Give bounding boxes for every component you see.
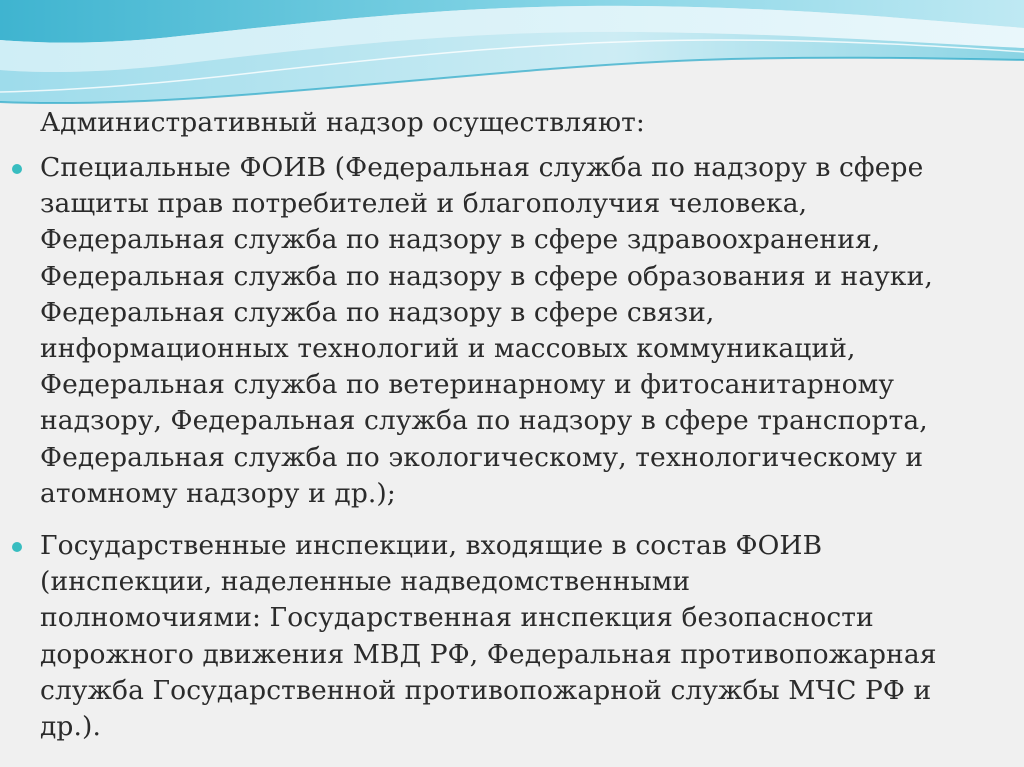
bullet-line: надзору, Федеральная служба по надзору в сфере транспорта,	[40, 405, 928, 437]
bullet-line: Государственные инспекции, входящие в состав ФОИВ	[40, 530, 823, 561]
bullet-line: Федеральная служба по надзору в сфере здравоохранения,	[40, 224, 881, 256]
bullet-line: Федеральная служба по надзору в сфере связи,	[40, 296, 715, 328]
bullet-line: Федеральная служба по надзору в сфере образования и науки,	[40, 260, 933, 292]
bullet-line: защиты прав потребителей и благополучия человека,	[40, 188, 808, 220]
bullet-line: полномочиями: Государственная инспекция безопасности	[40, 602, 874, 634]
bullet-item-special-foiv	[40, 150, 1024, 512]
bullet-line: служба Государственной противопожарной службы МЧС РФ и	[40, 674, 932, 706]
bullet-line: Федеральная служба по ветеринарному и фитосанитарному	[40, 369, 895, 401]
bullet-line: др.).	[40, 711, 101, 743]
bullet-line: информационных технологий и массовых коммуникаций,	[40, 333, 856, 365]
bullet-line: Специальные ФОИВ (Федеральная служба по надзору в сфере	[40, 152, 924, 183]
bullet-line: Федеральная служба по экологическому, технологическому и	[40, 441, 924, 473]
bullet-line: (инспекции, наделенные надведомственными	[40, 566, 691, 598]
wave-header-decoration	[0, 0, 1024, 110]
slide-intro: Административный надзор осуществляют:	[40, 107, 645, 138]
bullet-dot-icon	[12, 164, 22, 174]
bullet-line: атомному надзору и др.);	[40, 477, 396, 509]
bullet-item-state-inspections	[40, 528, 1024, 745]
bullet-line: дорожного движения МВД РФ, Федеральная противопожарная	[40, 638, 937, 670]
bullet-dot-icon	[12, 542, 22, 552]
